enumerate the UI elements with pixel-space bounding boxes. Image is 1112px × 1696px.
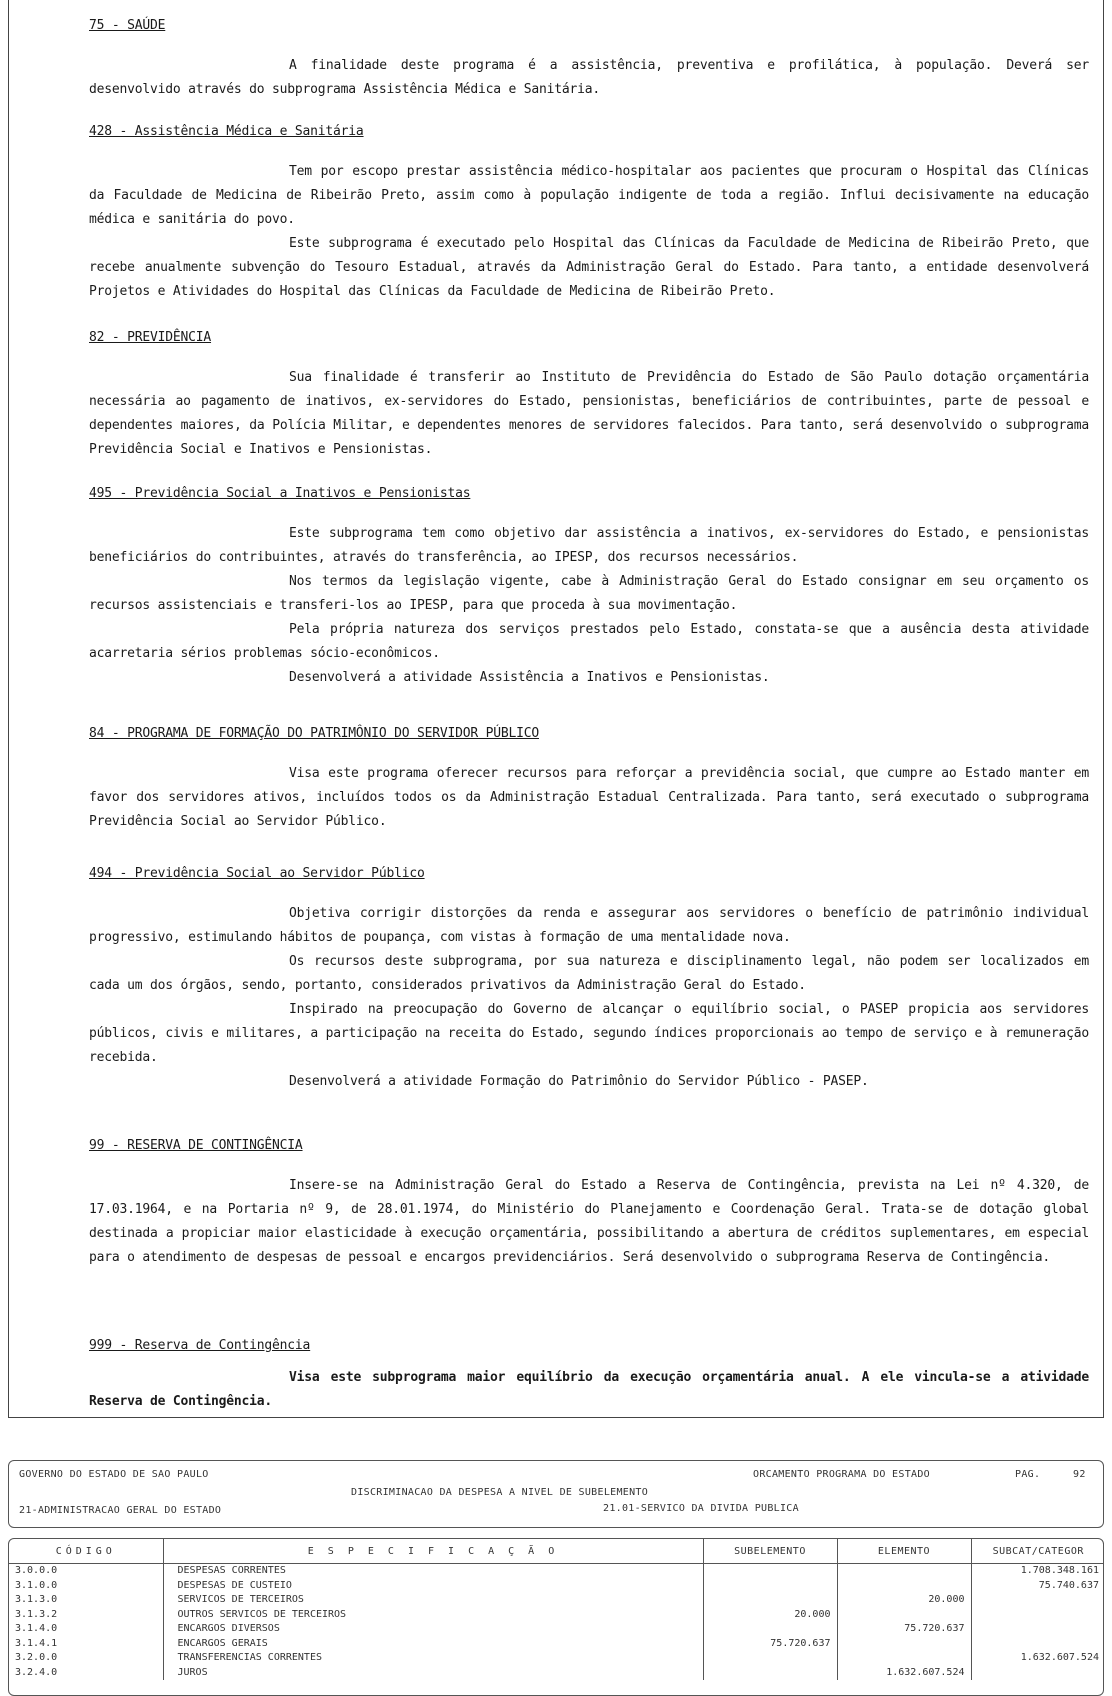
cell-spec: DESPESAS DE CUSTEIO	[163, 1579, 703, 1594]
cell-elemento	[837, 1608, 971, 1623]
col-header-especificacao: E S P E C I F I C A Ç Ã O	[163, 1539, 703, 1564]
paragraph: Insere-se na Administração Geral do Estado a Reserva de Contingência, prevista na Lei nº 4.320, de 17.03.1964, e na Portaria nº 9, de 28.01.1974, do Ministério do Planejamento e Coordenação Geral. Trata-se de dotação global destinada a propiciar maior elasticidade à execução orçamentária, possibilitando a abertura de créditos suplementares, em especial para o atendimento de despesas de pessoal e encargos previdenciários. Será desenvolvido o subprograma Reserva de Contingência.	[89, 1178, 1089, 1265]
table-row	[9, 1579, 1104, 1594]
paragraph: Os recursos deste subprograma, por sua natureza e disciplinamento legal, não podem ser localizados em cada um dos órgãos, sendo, portanto, considerados privativos da Administração Geral do Estado.	[89, 954, 1089, 993]
table-row	[9, 1593, 1104, 1608]
col-header-subcat: SUBCAT/CATEGOR	[971, 1539, 1104, 1564]
cell-spec: JUROS	[163, 1666, 703, 1681]
cell-subelemento: 75.720.637	[703, 1637, 837, 1652]
table-row	[9, 1564, 1104, 1579]
section-pasep-programa	[89, 722, 1089, 834]
header-service: 21.01-SERVICO DA DIVIDA PUBLICA	[603, 1503, 799, 1514]
cell-elemento	[837, 1637, 971, 1652]
cell-subcat	[971, 1593, 1104, 1608]
cell-elemento: 20.000	[837, 1593, 971, 1608]
paragraph: Este subprograma é executado pelo Hospital das Clínicas da Faculdade de Medicina de Ribeirão Preto, que recebe anualmente subvenção do Tesouro Estadual, através da Administração Geral do Estado. Para tanto, a entidade desenvolverá Projetos e Atividades do Hospital das Clínicas da Faculdade de Medicina de Ribeirão Preto.	[89, 236, 1089, 299]
table-row	[9, 1622, 1104, 1637]
cell-code: 3.1.0.0	[9, 1579, 163, 1594]
cell-code: 3.2.0.0	[9, 1651, 163, 1666]
paragraph: Sua finalidade é transferir ao Instituto de Previdência do Estado de São Paulo dotação orçamentária necessária ao pagamento de inativos, ex-servidores do Estado, pensionistas, beneficiários de contribuintes, parte de pessoal e dependentes maiores, da Polícia Militar, e dependentes menores de servidores falecidos. Para tanto, será desenvolvido o subprograma Previdência Social e Inativos e Pensionistas.	[89, 370, 1089, 457]
cell-elemento: 1.632.607.524	[837, 1666, 971, 1681]
header-government: GOVERNO DO ESTADO DE SAO PAULO	[19, 1469, 209, 1480]
section-heading: 494 - Previdência Social ao Servidor Público	[89, 866, 425, 881]
section-reserva	[89, 1134, 1089, 1270]
paragraph: Desenvolverá a atividade Formação do Patrimônio do Servidor Público - PASEP.	[289, 1074, 869, 1089]
report-header	[8, 1460, 1104, 1528]
section-saude	[89, 14, 1089, 102]
section-previdencia	[89, 326, 1089, 462]
cell-elemento	[837, 1579, 971, 1594]
section-heading: 82 - PREVIDÊNCIA	[89, 330, 212, 345]
cell-spec: TRANSFERENCIAS CORRENTES	[163, 1651, 703, 1666]
header-discrimination: DISCRIMINACAO DA DESPESA A NIVEL DE SUBELEMENTO	[351, 1487, 649, 1498]
col-header-subelemento: SUBELEMENTO	[703, 1539, 837, 1564]
cell-subcat: 1.632.607.524	[1020, 1652, 1099, 1663]
cell-code: 3.1.3.2	[9, 1608, 163, 1623]
cell-subelemento	[703, 1651, 837, 1666]
cell-spec: ENCARGOS GERAIS	[163, 1637, 703, 1652]
document-page	[8, 0, 1104, 1418]
table-row	[9, 1666, 1104, 1681]
section-assistencia-medica	[89, 120, 1089, 304]
cell-subcat	[971, 1666, 1104, 1681]
paragraph: Inspirado na preocupação do Governo de alcançar o equilíbrio social, o PASEP propicia aos servidores públicos, civis e militares, a participação na receita do Estado, segundo índices proporcionais ao tempo de serviço e à remuneração recebida.	[89, 1002, 1089, 1065]
cell-code: 3.1.4.1	[9, 1637, 163, 1652]
cell-spec: OUTROS SERVICOS DE TERCEIROS	[163, 1608, 703, 1623]
paragraph: Nos termos da legislação vigente, cabe à Administração Geral do Estado consignar em seu orçamento os recursos assistenciais e transferi-los ao IPESP, para que proceda à sua movimentação.	[89, 574, 1089, 613]
section-previdencia-servidor	[89, 862, 1089, 1094]
section-heading: 428 - Assistência Médica e Sanitária	[89, 124, 364, 139]
cell-code: 3.2.4.0	[9, 1666, 163, 1681]
header-orcamento: ORCAMENTO PROGRAMA DO ESTADO	[753, 1469, 930, 1480]
section-heading: 999 - Reserva de Contingência	[89, 1338, 311, 1353]
cell-elemento	[837, 1651, 971, 1666]
cell-subcat	[971, 1622, 1104, 1637]
section-heading: 75 - SAÚDE	[89, 18, 166, 33]
header-page-number: 92	[1073, 1469, 1086, 1480]
section-previdencia-inativos	[89, 482, 1089, 690]
header-unit: 21-ADMINISTRACAO GERAL DO ESTADO	[19, 1505, 222, 1516]
paragraph: Pela própria natureza dos serviços prestados pelo Estado, constata-se que a ausência desta atividade acarretaria sérios problemas sócio-econômicos.	[89, 622, 1089, 661]
cell-elemento: 75.720.637	[837, 1622, 971, 1637]
cell-subcat	[971, 1608, 1104, 1623]
cell-code: 3.1.4.0	[9, 1622, 163, 1637]
section-heading: 99 - RESERVA DE CONTINGÊNCIA	[89, 1138, 303, 1153]
paragraph: A finalidade deste programa é a assistência, preventiva e profilática, à população. Deverá ser desenvolvido através do subprograma Assistência Médica e Sanitária.	[89, 58, 1089, 97]
paragraph: Visa este subprograma maior equilíbrio da execução orçamentária anual. A ele vincula-se a atividade Reserva de Contingência.	[89, 1370, 1089, 1409]
paragraph: Desenvolverá a atividade Assistência a Inativos e Pensionistas.	[289, 670, 770, 685]
section-heading: 84 - PROGRAMA DE FORMAÇÃO DO PATRIMÔNIO DO SERVIDOR PÚBLICO	[89, 726, 539, 741]
cell-code: 3.1.3.0	[9, 1593, 163, 1608]
cell-subelemento	[703, 1666, 837, 1681]
cell-spec: SERVICOS DE TERCEIROS	[163, 1593, 703, 1608]
cell-spec: DESPESAS CORRENTES	[163, 1564, 703, 1579]
paragraph: Tem por escopo prestar assistência médico-hospitalar aos pacientes que procuram o Hospital das Clínicas da Faculdade de Medicina de Ribeirão Preto, assim como à população indigente de toda a região. Influi decisivamente na educação médica e sanitária do povo.	[89, 164, 1089, 227]
expense-table	[8, 1538, 1104, 1696]
cell-code: 3.0.0.0	[9, 1564, 163, 1579]
cell-subelemento	[703, 1579, 837, 1594]
col-header-elemento: ELEMENTO	[837, 1539, 971, 1564]
paragraph: Visa este programa oferecer recursos para reforçar a previdência social, que cumpre ao Estado manter em favor dos servidores ativos, incluídos todos os da Administração Estadual Centralizada. Para tanto, será executado o subprograma Previdência Social ao Servidor Público.	[89, 766, 1089, 829]
cell-elemento	[837, 1564, 971, 1579]
cell-subcat: 1.708.348.161	[1020, 1565, 1099, 1576]
table-row	[9, 1651, 1104, 1666]
cell-subcat: 75.740.637	[1038, 1579, 1099, 1591]
cell-subcat	[971, 1637, 1104, 1652]
cell-subelemento	[703, 1564, 837, 1579]
section-heading: 495 - Previdência Social a Inativos e Pensionistas	[89, 486, 471, 501]
cell-subelemento: 20.000	[703, 1608, 837, 1623]
cell-subelemento	[703, 1622, 837, 1637]
cell-spec: ENCARGOS DIVERSOS	[163, 1622, 703, 1637]
table-row	[9, 1637, 1104, 1652]
col-header-codigo: CÓDIGO	[9, 1539, 163, 1564]
section-reserva-sub	[89, 1334, 1089, 1414]
paragraph: Este subprograma tem como objetivo dar assistência a inativos, ex-servidores do Estado, e pensionistas beneficiários do contribuintes, através do transferência, ao IPESP, dos recursos necessários.	[89, 526, 1089, 565]
header-page-label: PAG.	[1015, 1469, 1041, 1480]
paragraph: Objetiva corrigir distorções da renda e assegurar aos servidores o benefício de patrimônio individual progressivo, estimulando hábitos de poupança, com vistas à formação de uma mentalidade nova.	[89, 906, 1089, 945]
cell-subelemento	[703, 1593, 837, 1608]
table-row	[9, 1608, 1104, 1623]
